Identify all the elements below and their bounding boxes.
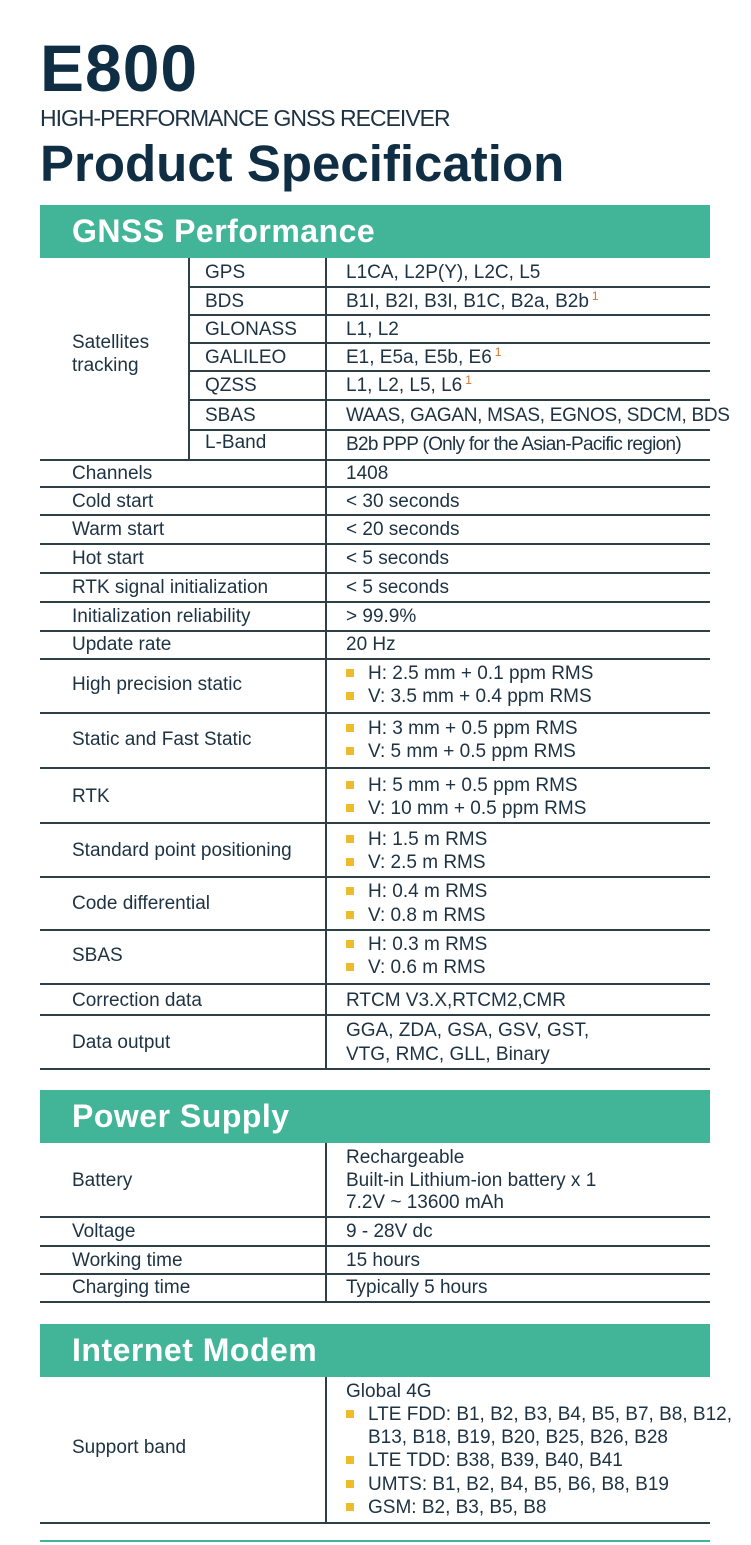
spec-value: V: 5 mm + 0.5 ppm RMS [346, 741, 576, 763]
spec-value: 9 - 28V dc [346, 1221, 433, 1242]
bullet-icon [346, 858, 354, 866]
row-divider [40, 1014, 710, 1016]
spec-label: High precision static [72, 674, 243, 695]
footnote-marker: 1 [465, 373, 472, 387]
spec-value: H: 3 mm + 0.5 ppm RMS [346, 718, 578, 740]
spec-value: < 5 seconds [346, 548, 449, 569]
spec-label: Initialization reliability [72, 606, 251, 627]
spec-label: Battery [72, 1170, 133, 1191]
table-divider [325, 258, 327, 1069]
row-divider [40, 1301, 710, 1303]
spec-value: V: 10 mm + 0.5 ppm RMS [346, 798, 586, 820]
system-name: GLONASS [205, 319, 297, 340]
modem-section-header: Internet Modem [40, 1324, 710, 1377]
bullet-icon [346, 911, 354, 919]
spec-value: H: 0.4 m RMS [346, 881, 487, 903]
spec-label: Channels [72, 463, 153, 484]
spec-value: UMTS: B1, B2, B4, B5, B6, B8, B19 [346, 1474, 669, 1496]
row-divider [40, 822, 710, 824]
system-name: GPS [205, 262, 246, 283]
spec-value: < 5 seconds [346, 577, 449, 598]
page-title: Product Specification [40, 135, 565, 192]
system-signals: E1, E5a, E5b, E6 $^1$ [346, 345, 502, 368]
system-name: QZSS [205, 375, 257, 396]
spec-value: LTE TDD: B38, B39, B40, B41 [346, 1450, 623, 1472]
spec-label: Warm start [72, 519, 165, 540]
row-divider [40, 1216, 710, 1218]
spec-label: Working time [72, 1250, 183, 1271]
row-divider [189, 314, 710, 316]
spec-label: Charging time [72, 1277, 191, 1298]
system-name: BDS [205, 291, 245, 312]
spec-value: LTE FDD: B1, B2, B3, B4, B5, B7, B8, B12, [346, 1404, 732, 1426]
system-signals: L1CA, L2P(Y), L2C, L5 [346, 262, 541, 283]
system-signals: B1I, B2I, B3I, B1C, B2a, B2b $^1$ [346, 289, 599, 312]
spec-value: H: 1.5 m RMS [346, 829, 487, 851]
row-divider [189, 399, 710, 401]
spec-value: V: 2.5 m RMS [346, 852, 486, 874]
power-section-header: Power Supply [40, 1090, 710, 1143]
row-divider [189, 429, 710, 431]
table-divider [325, 1377, 327, 1523]
spec-label: Static and Fast Static [72, 729, 252, 750]
spec-label: RTK [72, 786, 110, 807]
bullet-icon [346, 1410, 354, 1418]
bullet-icon [346, 1480, 354, 1488]
spec-label: Voltage [72, 1221, 136, 1242]
bullet-icon [346, 963, 354, 971]
spec-value: Built-in Lithium-ion battery x 1 [346, 1170, 597, 1191]
spec-label: Hot start [72, 548, 144, 569]
bullet-icon [346, 747, 354, 755]
spec-label: SBAS [72, 945, 123, 966]
spec-value: Global 4G [346, 1381, 432, 1402]
row-divider [40, 514, 710, 516]
row-divider [40, 459, 710, 461]
row-divider [40, 1522, 710, 1524]
spec-value: GGA, ZDA, GSA, GSV, GST, [346, 1020, 590, 1041]
spec-value: GSM: B2, B3, B5, B8 [346, 1497, 546, 1519]
spec-value: 1408 [346, 463, 389, 484]
table-divider [325, 1143, 327, 1302]
bullet-icon [346, 692, 354, 700]
spec-value: H: 5 mm + 0.5 ppm RMS [346, 775, 578, 797]
system-signals: B2b PPP (Only for the Asian-Pacific region) [346, 434, 681, 455]
system-name: SBAS [205, 405, 256, 426]
section-divider [40, 1540, 710, 1542]
bullet-icon [346, 887, 354, 895]
spec-label: RTK signal initialization [72, 577, 269, 598]
satellites-label: Satellites [72, 332, 150, 353]
spec-value: H: 2.5 mm + 0.1 ppm RMS [346, 663, 593, 685]
spec-value: 20 Hz [346, 634, 396, 655]
bullet-icon [346, 1503, 354, 1511]
system-name: GALILEO [205, 347, 287, 368]
row-divider [189, 370, 710, 372]
row-divider [40, 929, 710, 931]
spec-value: 15 hours [346, 1250, 420, 1271]
bullet-icon [346, 781, 354, 789]
row-divider [40, 712, 710, 714]
spec-value: Typically 5 hours [346, 1277, 488, 1298]
bullet-icon [346, 940, 354, 948]
row-divider [40, 1245, 710, 1247]
spec-value: RTCM V3.X,RTCM2,CMR [346, 990, 566, 1011]
spec-label: Data output [72, 1032, 171, 1053]
system-signals: WAAS, GAGAN, MSAS, EGNOS, SDCM, BDS [346, 405, 730, 426]
spec-value: < 20 seconds [346, 519, 460, 540]
row-divider [40, 543, 710, 545]
system-signals: L1, L2, L5, L6 $^1$ [346, 373, 472, 396]
bullet-icon [346, 724, 354, 732]
product-subtitle: HIGH-PERFORMANCE GNSS RECEIVER [40, 105, 450, 131]
spec-value: H: 0.3 m RMS [346, 934, 487, 956]
satellites-label: tracking [72, 355, 139, 376]
model-title: E800 [40, 31, 199, 105]
spec-value: V: 0.6 m RMS [346, 957, 486, 979]
bullet-icon [346, 835, 354, 843]
footnote-marker: 1 [591, 289, 599, 303]
gnss-section-header: GNSS Performance [40, 205, 710, 258]
spec-value: B13, B18, B19, B20, B25, B26, B28 [368, 1427, 668, 1448]
spec-label: Update rate [72, 634, 172, 655]
row-divider [40, 767, 710, 769]
spec-label: Correction data [72, 990, 202, 1011]
row-divider [40, 486, 710, 488]
row-divider [40, 1068, 710, 1070]
spec-value: V: 3.5 mm + 0.4 ppm RMS [346, 686, 592, 708]
row-divider [40, 983, 710, 985]
row-divider [40, 601, 710, 603]
spec-value: V: 0.8 m RMS [346, 905, 486, 927]
row-divider [189, 342, 710, 344]
bullet-icon [346, 1456, 354, 1464]
spec-label: Cold start [72, 491, 154, 512]
row-divider [40, 1273, 710, 1275]
row-divider [189, 286, 710, 288]
spec-value: Rechargeable [346, 1147, 465, 1168]
spec-value: VTG, RMC, GLL, Binary [346, 1044, 550, 1065]
footnote-marker: 1 [494, 345, 502, 359]
row-divider [40, 658, 710, 660]
row-divider [40, 630, 710, 632]
spec-label: Standard point positioning [72, 840, 292, 861]
spec-label: Support band [72, 1437, 187, 1458]
row-divider [40, 572, 710, 574]
spec-value: < 30 seconds [346, 491, 460, 512]
spec-value: 7.2V ~ 13600 mAh [346, 1192, 504, 1213]
bullet-icon [346, 804, 354, 812]
system-name: L-Band [205, 432, 267, 453]
spec-label: Code differential [72, 893, 211, 914]
row-divider [40, 876, 710, 878]
spec-value: > 99.9% [346, 606, 417, 627]
bullet-icon [346, 669, 354, 677]
system-signals: L1, L2 [346, 319, 399, 340]
